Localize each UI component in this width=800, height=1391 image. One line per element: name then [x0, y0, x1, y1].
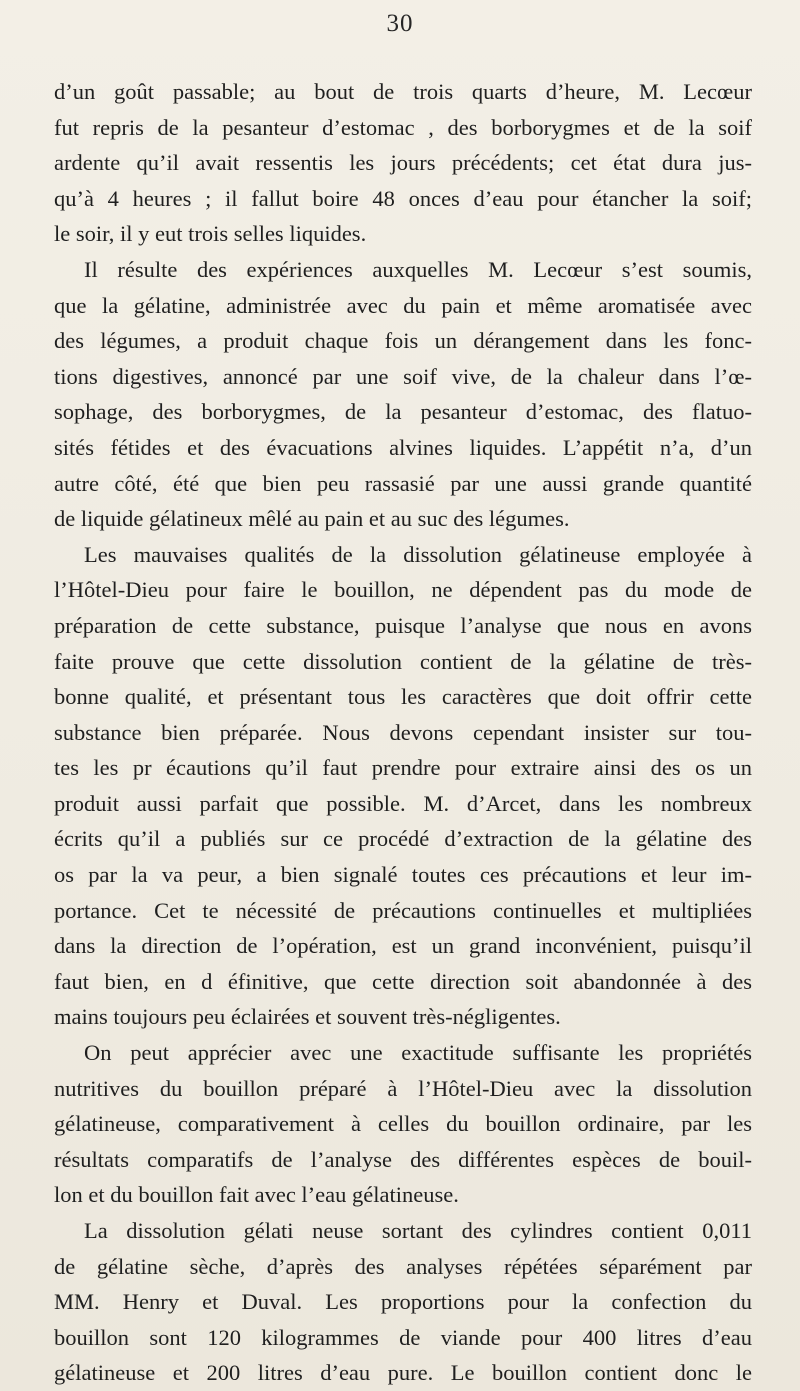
text-line: ardente qu’il avait ressentis les jours précédents; cet état dura jus-: [54, 150, 752, 176]
text-line: que la gélatine, administrée avec du pain et même aromatisée avec: [54, 292, 752, 318]
text-line: de gélatine sèche, d’après des analyses répétées séparément par: [54, 1253, 752, 1279]
text-line: tions digestives, annoncé par une soif vive, de la chaleur dans l’œ-: [54, 363, 752, 389]
text-line-paragraph-start: Il résulte des expériences auxquelles M. Lecœur s’est soumis,: [84, 256, 752, 282]
body-text: [54, 74, 752, 1391]
text-line: os par la va peur, a bien signalé toutes ces précautions et leur im-: [54, 862, 752, 888]
text-line: nutritives du bouillon préparé à l’Hôtel-Dieu avec la dissolution: [54, 1075, 752, 1101]
text-line-paragraph-end: mains toujours peu éclairées et souvent très-négligentes.: [54, 1004, 561, 1030]
page-number: 30: [386, 10, 414, 37]
text-line: portance. Cet te nécessité de précautions continuelles et multipliées: [54, 897, 752, 923]
text-line-paragraph-end: lon et du bouillon fait avec l’eau gélatineuse.: [54, 1182, 459, 1208]
text-line: sités fétides et des évacuations alvines liquides. L’appétit n’a, d’un: [54, 434, 752, 460]
text-line: faite prouve que cette dissolution contient de la gélatine de très-: [54, 648, 752, 674]
text-line: sophage, des borborygmes, de la pesanteur d’estomac, des flatuo-: [54, 399, 752, 425]
text-line: préparation de cette substance, puisque l’analyse que nous en avons: [54, 612, 752, 638]
text-line: gélatineuse et 200 litres d’eau pure. Le bouillon contient donc le: [54, 1360, 752, 1386]
text-line: faut bien, en d éfinitive, que cette direction soit abandonnée à des: [54, 968, 752, 994]
text-line: écrits qu’il a publiés sur ce procédé d’extraction de la gélatine des: [54, 826, 752, 852]
text-line: fut repris de la pesanteur d’estomac , des borborygmes et de la soif: [54, 114, 752, 140]
text-line: l’Hôtel-Dieu pour faire le bouillon, ne dépendent pas du mode de: [54, 577, 752, 603]
text-line-paragraph-start: On peut apprécier avec une exactitude suffisante les propriétés: [84, 1040, 752, 1066]
text-line: autre côté, été que bien peu rassasié par une aussi grande quantité: [54, 470, 752, 496]
text-line-paragraph-start: Les mauvaises qualités de la dissolution gélatineuse employée à: [84, 541, 752, 567]
text-line: MM. Henry et Duval. Les proportions pour la confection du: [54, 1289, 752, 1315]
text-line: produit aussi parfait que possible. M. d’Arcet, dans les nombreux: [54, 790, 752, 816]
text-line-paragraph-end: le soir, il y eut trois selles liquides.: [54, 221, 367, 247]
text-line: résultats comparatifs de l’analyse des différentes espèces de bouil-: [54, 1146, 752, 1172]
text-line: substance bien préparée. Nous devons cependant insister sur tou-: [54, 719, 752, 745]
text-line-paragraph-start: La dissolution gélati neuse sortant des cylindres contient 0,011: [84, 1218, 752, 1243]
text-line: bouillon sont 120 kilogrammes de viande pour 400 litres d’eau: [54, 1324, 752, 1350]
text-line: bonne qualité, et présentant tous les caractères que doit offrir cette: [54, 684, 752, 710]
text-line: qu’à 4 heures ; il fallut boire 48 onces d’eau pour étancher la soif;: [54, 185, 752, 211]
text-line-paragraph-end: de liquide gélatineux mêlé au pain et au suc des légumes.: [54, 506, 570, 532]
text-line: dans la direction de l’opération, est un grand inconvénient, puisqu’il: [54, 933, 752, 959]
text-line: d’un goût passable; au bout de trois quarts d’heure, M. Lecœur: [54, 79, 752, 104]
text-line: tes les pr écautions qu’il faut prendre pour extraire ainsi des os un: [54, 755, 752, 781]
text-line: des légumes, a produit chaque fois un dérangement dans les fonc-: [54, 328, 752, 354]
text-line: gélatineuse, comparativement à celles du bouillon ordinaire, par les: [54, 1111, 752, 1137]
